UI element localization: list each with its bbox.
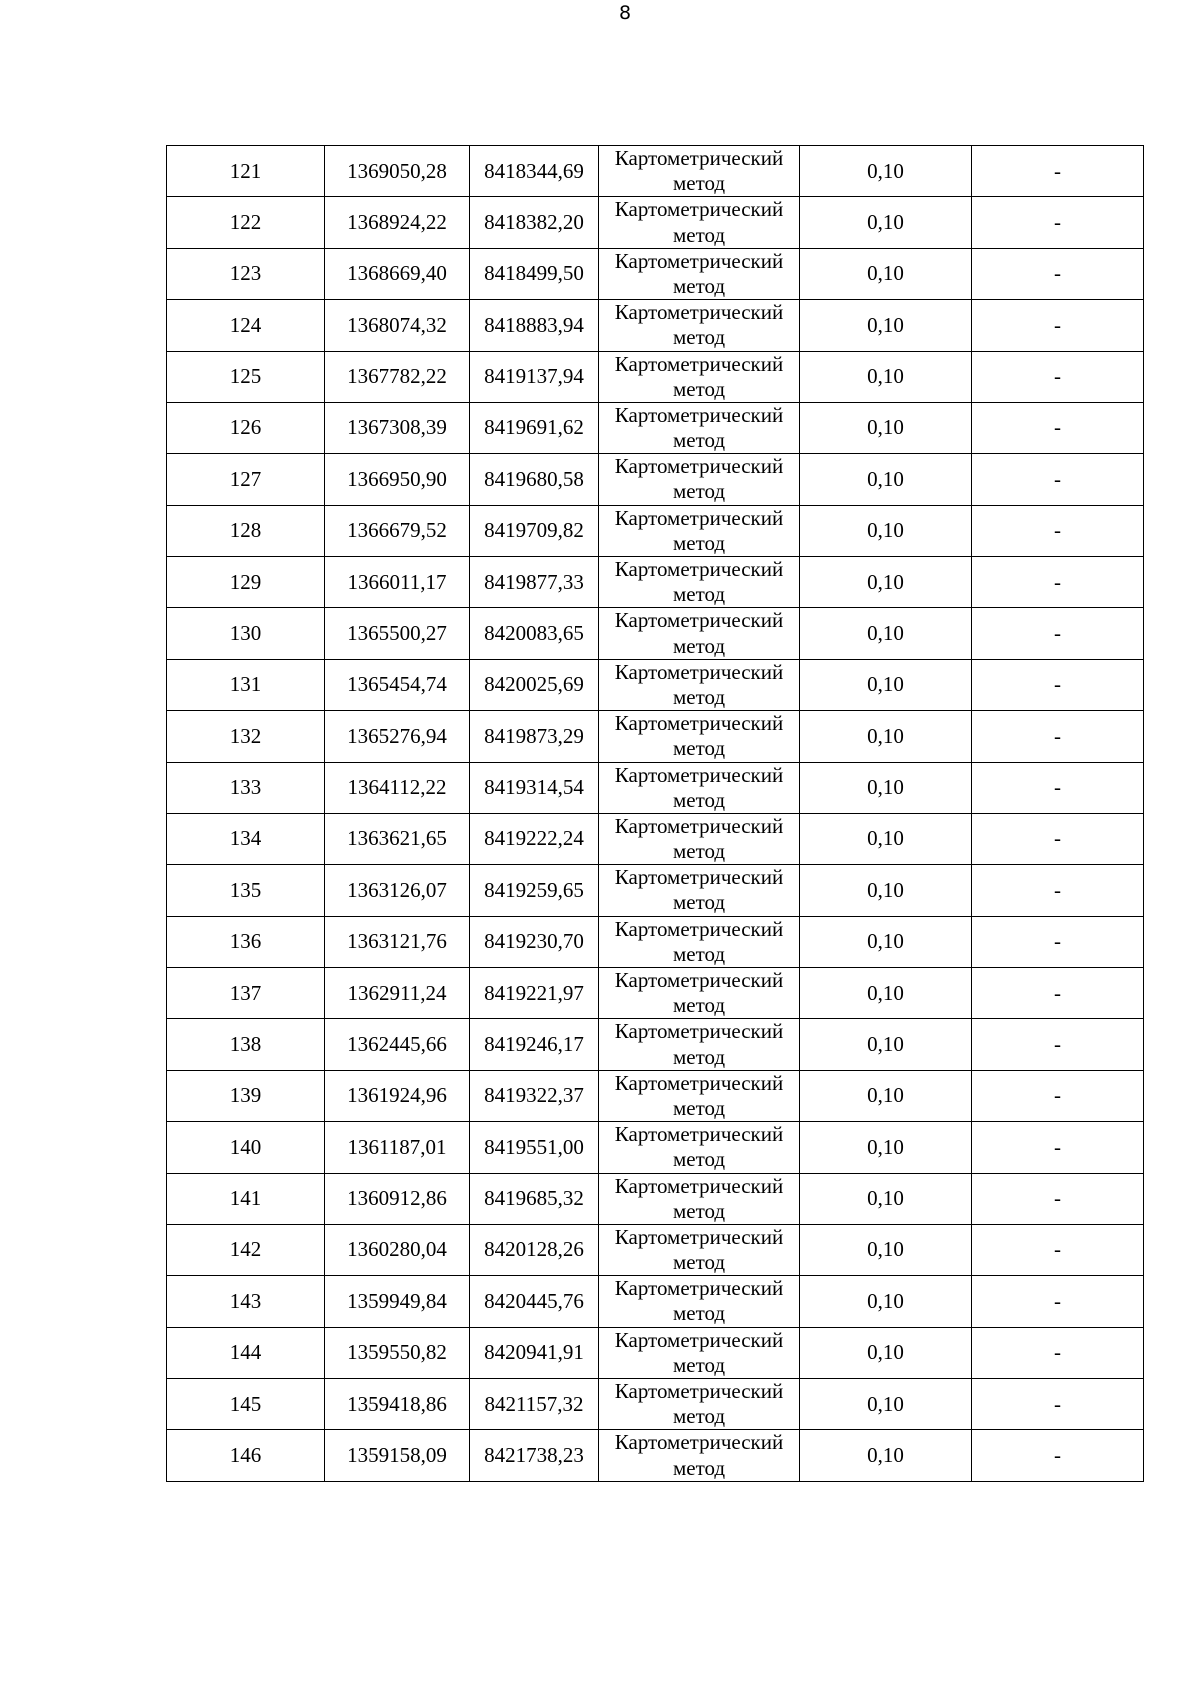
coordinate-y-cell: 8419551,00 xyxy=(470,1122,599,1173)
table-row xyxy=(167,1379,1144,1430)
table-row xyxy=(167,659,1144,710)
accuracy-cell: 0,10 xyxy=(800,1379,972,1430)
method-cell xyxy=(599,454,800,505)
note-cell: - xyxy=(972,1070,1144,1121)
table-row xyxy=(167,1224,1144,1275)
table-row xyxy=(167,1327,1144,1378)
note-cell: - xyxy=(972,1122,1144,1173)
method-text-line: метод xyxy=(672,1095,726,1120)
accuracy-cell: 0,10 xyxy=(800,813,972,864)
accuracy-cell: 0,10 xyxy=(800,1276,972,1327)
coordinate-x-cell: 1366011,17 xyxy=(325,557,470,608)
method-text-line: Картометрический xyxy=(614,1430,784,1455)
table-row xyxy=(167,608,1144,659)
method-text-line: Картометрический xyxy=(614,505,784,530)
method-cell xyxy=(599,1070,800,1121)
method-text-line: Картометрический xyxy=(614,146,784,170)
table-row xyxy=(167,916,1144,967)
table-row xyxy=(167,1276,1144,1327)
note-cell: - xyxy=(972,659,1144,710)
note-cell: - xyxy=(972,1430,1144,1481)
point-number-cell: 125 xyxy=(167,351,325,402)
note-cell: - xyxy=(972,197,1144,248)
method-cell xyxy=(599,1122,800,1173)
point-number-cell: 130 xyxy=(167,608,325,659)
note-cell: - xyxy=(972,146,1144,197)
method-text-line: метод xyxy=(672,736,726,761)
method-text-line: метод xyxy=(672,171,726,196)
method-text-line: метод xyxy=(672,222,726,247)
point-number-cell: 121 xyxy=(167,146,325,197)
coordinate-y-cell: 8418382,20 xyxy=(470,197,599,248)
table-row xyxy=(167,1019,1144,1070)
point-number-cell: 139 xyxy=(167,1070,325,1121)
note-cell: - xyxy=(972,1379,1144,1430)
coordinate-x-cell: 1359550,82 xyxy=(325,1327,470,1378)
coordinate-y-cell: 8420083,65 xyxy=(470,608,599,659)
table-row xyxy=(167,865,1144,916)
point-number-cell: 123 xyxy=(167,248,325,299)
table-row xyxy=(167,454,1144,505)
method-cell xyxy=(599,916,800,967)
coordinate-y-cell: 8419322,37 xyxy=(470,1070,599,1121)
coordinate-y-cell: 8419221,97 xyxy=(470,968,599,1019)
note-cell: - xyxy=(972,1276,1144,1327)
point-number-cell: 134 xyxy=(167,813,325,864)
coordinate-y-cell: 8419691,62 xyxy=(470,402,599,453)
point-number-cell: 127 xyxy=(167,454,325,505)
coordinate-x-cell: 1369050,28 xyxy=(325,146,470,197)
accuracy-cell: 0,10 xyxy=(800,146,972,197)
table-row xyxy=(167,711,1144,762)
method-text-line: метод xyxy=(672,787,726,812)
method-text-line: Картометрический xyxy=(614,557,784,581)
method-text-line: Картометрический xyxy=(614,402,784,427)
note-cell: - xyxy=(972,248,1144,299)
method-text-line: метод xyxy=(672,941,726,966)
method-cell xyxy=(599,146,800,197)
point-number-cell: 124 xyxy=(167,300,325,351)
method-cell xyxy=(599,1276,800,1327)
coordinate-y-cell: 8419685,32 xyxy=(470,1173,599,1224)
coordinates-table xyxy=(166,145,1144,1482)
method-text-line: метод xyxy=(672,1404,726,1429)
method-text-line: метод xyxy=(672,1044,726,1069)
method-cell xyxy=(599,402,800,453)
coordinate-y-cell: 8421157,32 xyxy=(470,1379,599,1430)
method-cell xyxy=(599,762,800,813)
point-number-cell: 135 xyxy=(167,865,325,916)
coordinate-x-cell: 1359418,86 xyxy=(325,1379,470,1430)
note-cell: - xyxy=(972,916,1144,967)
coordinate-x-cell: 1366950,90 xyxy=(325,454,470,505)
accuracy-cell: 0,10 xyxy=(800,916,972,967)
method-cell xyxy=(599,1379,800,1430)
accuracy-cell: 0,10 xyxy=(800,762,972,813)
point-number-cell: 136 xyxy=(167,916,325,967)
method-cell xyxy=(599,1430,800,1481)
method-cell xyxy=(599,1173,800,1224)
coordinate-y-cell: 8420128,26 xyxy=(470,1224,599,1275)
accuracy-cell: 0,10 xyxy=(800,968,972,1019)
accuracy-cell: 0,10 xyxy=(800,1173,972,1224)
method-cell xyxy=(599,557,800,608)
method-cell xyxy=(599,659,800,710)
accuracy-cell: 0,10 xyxy=(800,402,972,453)
point-number-cell: 128 xyxy=(167,505,325,556)
method-text-line: метод xyxy=(672,1352,726,1377)
coordinate-y-cell: 8418344,69 xyxy=(470,146,599,197)
table-row xyxy=(167,402,1144,453)
method-text-line: Картометрический xyxy=(614,1122,784,1147)
note-cell: - xyxy=(972,762,1144,813)
coordinate-y-cell: 8420941,91 xyxy=(470,1327,599,1378)
coordinate-y-cell: 8419222,24 xyxy=(470,813,599,864)
coordinate-y-cell: 8419680,58 xyxy=(470,454,599,505)
coordinate-y-cell: 8419137,94 xyxy=(470,351,599,402)
method-cell xyxy=(599,248,800,299)
method-text-line: Картометрический xyxy=(614,659,784,684)
method-text-line: метод xyxy=(672,1147,726,1172)
method-text-line: Картометрический xyxy=(614,1379,784,1403)
point-number-cell: 142 xyxy=(167,1224,325,1275)
point-number-cell: 122 xyxy=(167,197,325,248)
coordinate-x-cell: 1360280,04 xyxy=(325,1224,470,1275)
table-row xyxy=(167,968,1144,1019)
table-row xyxy=(167,1430,1144,1481)
method-cell xyxy=(599,608,800,659)
note-cell: - xyxy=(972,351,1144,402)
method-cell xyxy=(599,711,800,762)
note-cell: - xyxy=(972,608,1144,659)
coordinate-x-cell: 1362445,66 xyxy=(325,1019,470,1070)
coordinate-x-cell: 1365454,74 xyxy=(325,659,470,710)
table-row xyxy=(167,1173,1144,1224)
accuracy-cell: 0,10 xyxy=(800,300,972,351)
accuracy-cell: 0,10 xyxy=(800,454,972,505)
method-text-line: метод xyxy=(672,325,726,350)
coordinate-x-cell: 1359158,09 xyxy=(325,1430,470,1481)
note-cell: - xyxy=(972,505,1144,556)
note-cell: - xyxy=(972,1327,1144,1378)
method-text-line: Картометрический xyxy=(614,1070,784,1095)
method-text-line: Картометрический xyxy=(614,1327,784,1352)
point-number-cell: 138 xyxy=(167,1019,325,1070)
accuracy-cell: 0,10 xyxy=(800,1019,972,1070)
point-number-cell: 132 xyxy=(167,711,325,762)
method-text-line: Картометрический xyxy=(614,351,784,376)
method-text-line: Картометрический xyxy=(614,1173,784,1198)
method-text-line: Картометрический xyxy=(614,608,784,633)
accuracy-cell: 0,10 xyxy=(800,1122,972,1173)
table-row xyxy=(167,813,1144,864)
method-text-line: Картометрический xyxy=(614,865,784,890)
coordinate-y-cell: 8421738,23 xyxy=(470,1430,599,1481)
method-text-line: Картометрический xyxy=(614,762,784,787)
point-number-cell: 133 xyxy=(167,762,325,813)
accuracy-cell: 0,10 xyxy=(800,865,972,916)
point-number-cell: 126 xyxy=(167,402,325,453)
coordinate-y-cell: 8420445,76 xyxy=(470,1276,599,1327)
coordinate-x-cell: 1363121,76 xyxy=(325,916,470,967)
coordinate-y-cell: 8419709,82 xyxy=(470,505,599,556)
point-number-cell: 137 xyxy=(167,968,325,1019)
coordinate-x-cell: 1366679,52 xyxy=(325,505,470,556)
coordinate-y-cell: 8419259,65 xyxy=(470,865,599,916)
point-number-cell: 144 xyxy=(167,1327,325,1378)
point-number-cell: 146 xyxy=(167,1430,325,1481)
method-cell xyxy=(599,505,800,556)
table-row xyxy=(167,197,1144,248)
method-cell xyxy=(599,1224,800,1275)
method-text-line: метод xyxy=(672,582,726,607)
coordinate-x-cell: 1368074,32 xyxy=(325,300,470,351)
coordinate-x-cell: 1360912,86 xyxy=(325,1173,470,1224)
method-cell xyxy=(599,813,800,864)
method-text-line: Картометрический xyxy=(614,916,784,941)
accuracy-cell: 0,10 xyxy=(800,711,972,762)
note-cell: - xyxy=(972,402,1144,453)
note-cell: - xyxy=(972,968,1144,1019)
coordinate-x-cell: 1363621,65 xyxy=(325,813,470,864)
method-text-line: Картометрический xyxy=(614,813,784,838)
method-cell xyxy=(599,1327,800,1378)
note-cell: - xyxy=(972,711,1144,762)
method-text-line: метод xyxy=(672,376,726,401)
method-text-line: Картометрический xyxy=(614,197,784,222)
coordinate-x-cell: 1368924,22 xyxy=(325,197,470,248)
method-text-line: Картометрический xyxy=(614,1276,784,1301)
method-text-line: метод xyxy=(672,428,726,453)
method-text-line: Картометрический xyxy=(614,1224,784,1249)
method-text-line: метод xyxy=(672,684,726,709)
method-text-line: метод xyxy=(672,993,726,1018)
coordinate-y-cell: 8418499,50 xyxy=(470,248,599,299)
note-cell: - xyxy=(972,454,1144,505)
coordinate-x-cell: 1362911,24 xyxy=(325,968,470,1019)
method-text-line: метод xyxy=(672,890,726,915)
coordinate-x-cell: 1365276,94 xyxy=(325,711,470,762)
table-row xyxy=(167,1122,1144,1173)
method-text-line: метод xyxy=(672,633,726,658)
note-cell: - xyxy=(972,1019,1144,1070)
method-cell xyxy=(599,351,800,402)
table-row xyxy=(167,146,1144,197)
note-cell: - xyxy=(972,557,1144,608)
accuracy-cell: 0,10 xyxy=(800,1327,972,1378)
accuracy-cell: 0,10 xyxy=(800,1430,972,1481)
coordinates-table-body xyxy=(167,146,1144,1482)
method-text-line: метод xyxy=(672,530,726,555)
coordinate-x-cell: 1361924,96 xyxy=(325,1070,470,1121)
coordinate-y-cell: 8419230,70 xyxy=(470,916,599,967)
method-text-line: метод xyxy=(672,1455,726,1480)
method-text-line: Картометрический xyxy=(614,711,784,736)
coordinate-x-cell: 1367782,22 xyxy=(325,351,470,402)
accuracy-cell: 0,10 xyxy=(800,248,972,299)
accuracy-cell: 0,10 xyxy=(800,505,972,556)
accuracy-cell: 0,10 xyxy=(800,1224,972,1275)
table-row xyxy=(167,300,1144,351)
coordinate-x-cell: 1368669,40 xyxy=(325,248,470,299)
method-text-line: метод xyxy=(672,273,726,298)
coordinate-y-cell: 8420025,69 xyxy=(470,659,599,710)
accuracy-cell: 0,10 xyxy=(800,557,972,608)
method-cell xyxy=(599,1019,800,1070)
coordinate-y-cell: 8419246,17 xyxy=(470,1019,599,1070)
table-row xyxy=(167,1070,1144,1121)
coordinate-x-cell: 1361187,01 xyxy=(325,1122,470,1173)
accuracy-cell: 0,10 xyxy=(800,608,972,659)
method-cell xyxy=(599,300,800,351)
coordinate-y-cell: 8419877,33 xyxy=(470,557,599,608)
point-number-cell: 141 xyxy=(167,1173,325,1224)
accuracy-cell: 0,10 xyxy=(800,1070,972,1121)
table-row xyxy=(167,762,1144,813)
method-text-line: Картометрический xyxy=(614,1019,784,1044)
coordinate-x-cell: 1367308,39 xyxy=(325,402,470,453)
point-number-cell: 131 xyxy=(167,659,325,710)
page-number: 8 xyxy=(618,2,632,24)
coordinate-x-cell: 1364112,22 xyxy=(325,762,470,813)
accuracy-cell: 0,10 xyxy=(800,351,972,402)
method-text-line: метод xyxy=(672,1198,726,1223)
point-number-cell: 140 xyxy=(167,1122,325,1173)
note-cell: - xyxy=(972,813,1144,864)
point-number-cell: 145 xyxy=(167,1379,325,1430)
method-cell xyxy=(599,865,800,916)
note-cell: - xyxy=(972,1173,1144,1224)
table-row xyxy=(167,505,1144,556)
accuracy-cell: 0,10 xyxy=(800,659,972,710)
method-text-line: метод xyxy=(672,479,726,504)
method-text-line: метод xyxy=(672,1250,726,1275)
method-cell xyxy=(599,968,800,1019)
method-text-line: Картометрический xyxy=(614,300,784,325)
coordinate-x-cell: 1363126,07 xyxy=(325,865,470,916)
coordinate-x-cell: 1359949,84 xyxy=(325,1276,470,1327)
point-number-cell: 143 xyxy=(167,1276,325,1327)
coordinate-y-cell: 8419873,29 xyxy=(470,711,599,762)
coordinate-x-cell: 1365500,27 xyxy=(325,608,470,659)
note-cell: - xyxy=(972,865,1144,916)
table-row xyxy=(167,248,1144,299)
method-text-line: метод xyxy=(672,839,726,864)
method-text-line: Картометрический xyxy=(614,454,784,479)
table-row xyxy=(167,557,1144,608)
method-text-line: Картометрический xyxy=(614,968,784,992)
note-cell: - xyxy=(972,300,1144,351)
coordinate-y-cell: 8419314,54 xyxy=(470,762,599,813)
accuracy-cell: 0,10 xyxy=(800,197,972,248)
method-text-line: Картометрический xyxy=(614,248,784,273)
note-cell: - xyxy=(972,1224,1144,1275)
method-text-line: метод xyxy=(672,1301,726,1326)
table-row xyxy=(167,351,1144,402)
method-cell xyxy=(599,197,800,248)
point-number-cell: 129 xyxy=(167,557,325,608)
coordinate-y-cell: 8418883,94 xyxy=(470,300,599,351)
